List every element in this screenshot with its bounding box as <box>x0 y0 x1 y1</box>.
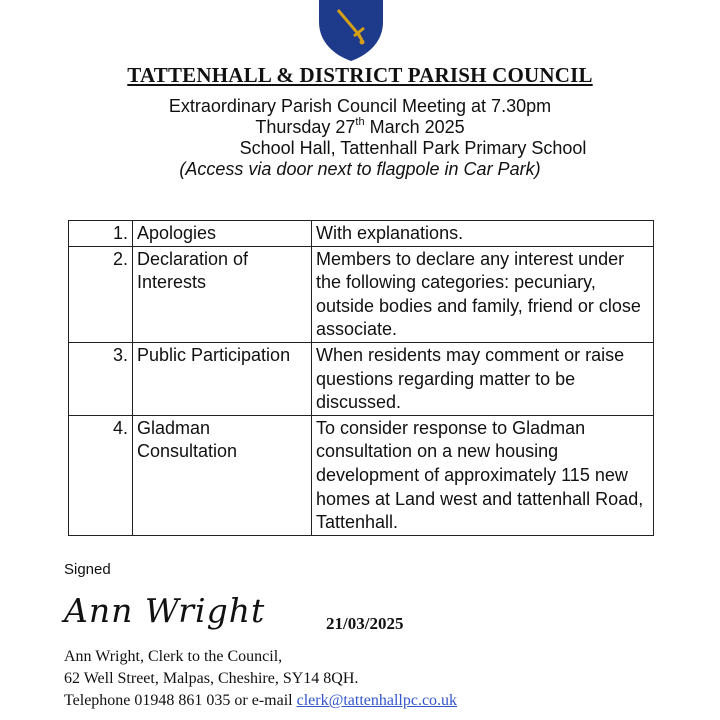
access-note: (Access via door next to flagpole in Car Park) <box>179 159 541 179</box>
telephone-text: Telephone 01948 861 035 or e-mail <box>64 692 297 709</box>
agenda-item: Public Participation <box>133 342 312 415</box>
agenda-description: With explanations. <box>312 221 654 247</box>
agenda-row <box>69 246 654 342</box>
agenda-number: 4. <box>69 415 133 535</box>
crest-pommel <box>360 40 365 45</box>
meeting-date-prefix: Thursday 27 <box>255 117 356 137</box>
agenda-number: 3. <box>69 342 133 415</box>
signature-date: 21/03/2025 <box>326 614 404 633</box>
meeting-date-rest: March 2025 <box>364 117 465 137</box>
clerk-name-line: Ann Wright, Clerk to the Council, <box>64 648 283 665</box>
agenda-row <box>69 415 654 535</box>
agenda-item: Gladman Consultation <box>133 415 312 535</box>
agenda-row <box>69 221 654 247</box>
signed-label: Signed <box>64 561 111 578</box>
agenda-table <box>68 220 654 536</box>
handwritten-signature: Ann Wright <box>64 591 266 630</box>
agenda-item: Declaration of Interests <box>133 246 312 342</box>
agenda-item: Apologies <box>133 221 312 247</box>
agenda-number: 2. <box>69 246 133 342</box>
agenda-number: 1. <box>69 221 133 247</box>
crest-shield-shape <box>319 0 383 61</box>
agenda-description: To consider response to Gladman consultation on a new housing development of approximately 115 new homes at Land west and tattenhall Road, Tattenhall. <box>312 415 654 535</box>
agenda-description: Members to declare any interest under the following categories: pecuniary, outside bodies and family, friend or close associate. <box>312 246 654 342</box>
clerk-contact-line <box>64 692 457 710</box>
meeting-venue: School Hall, Tattenhall Park Primary School <box>239 138 587 158</box>
meeting-date <box>0 117 720 137</box>
council-crest-logo <box>316 0 386 62</box>
agenda-description: When residents may comment or raise questions regarding matter to be discussed. <box>312 342 654 415</box>
meeting-title: Extraordinary Parish Council Meeting at 7.30pm <box>168 96 552 116</box>
email-link[interactable]: clerk@tattenhallpc.co.uk <box>296 692 458 709</box>
agenda-row <box>69 342 654 415</box>
meeting-date-suffix: th <box>355 116 365 128</box>
clerk-address-line: 62 Well Street, Malpas, Cheshire, SY14 8QH. <box>64 670 359 687</box>
council-title: TATTENHALL & DISTRICT PARISH COUNCIL <box>127 63 593 87</box>
